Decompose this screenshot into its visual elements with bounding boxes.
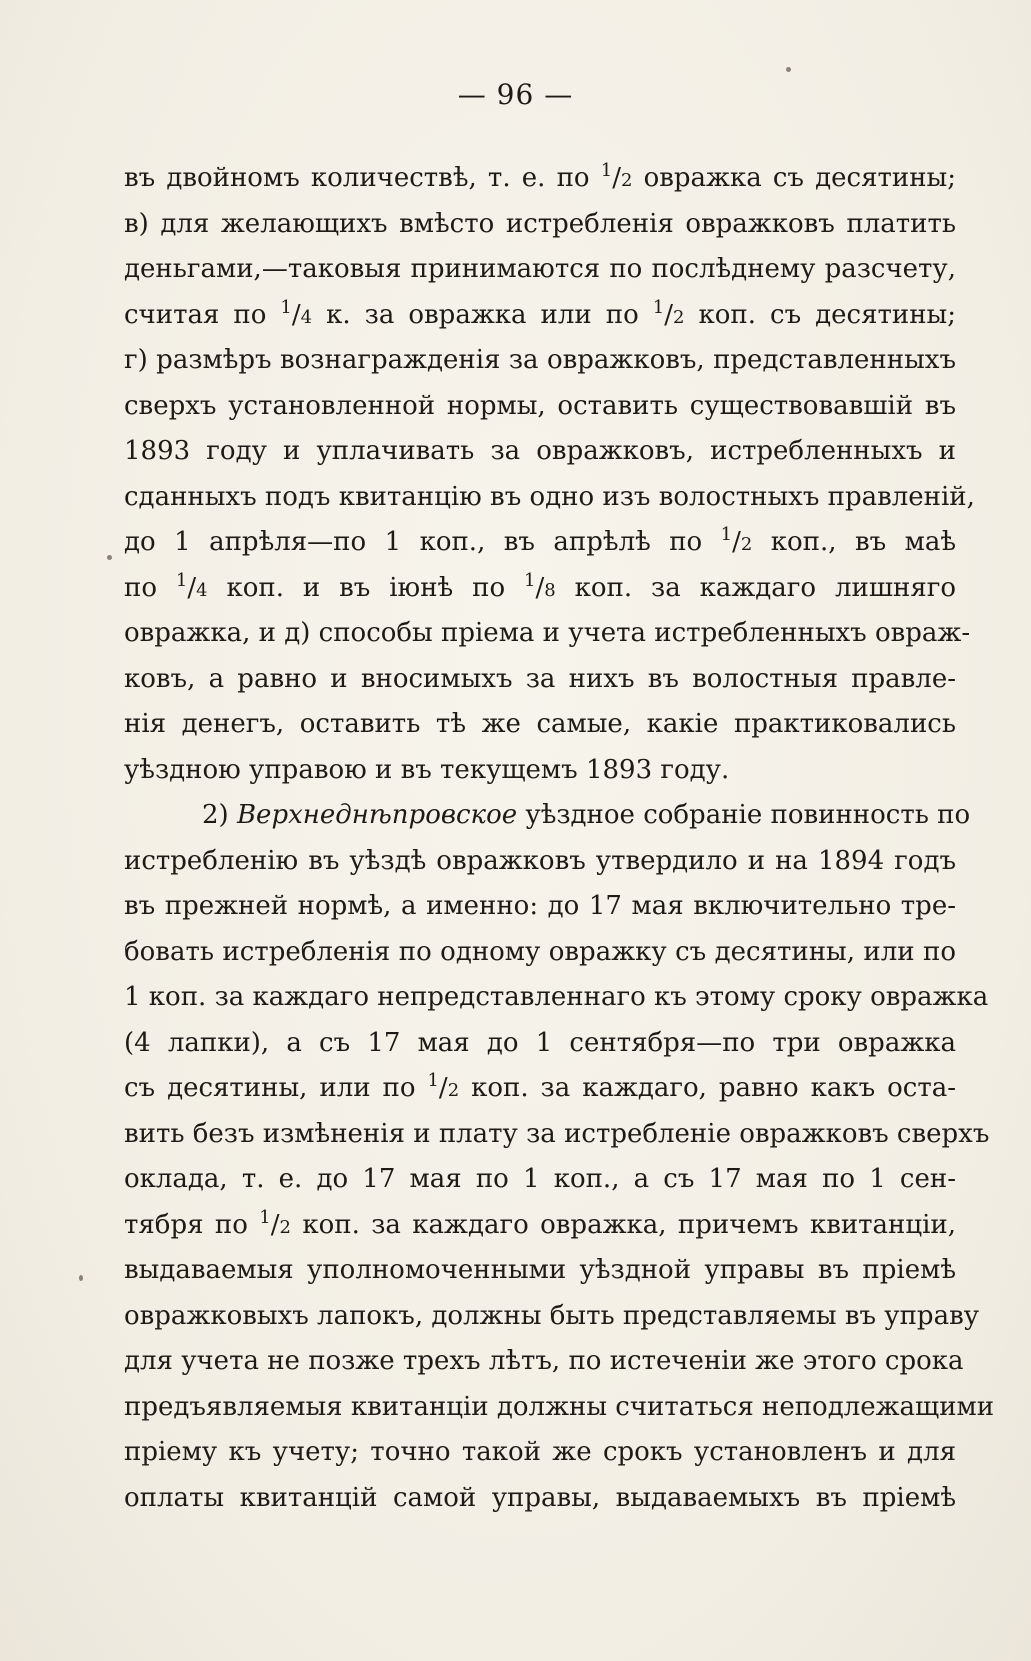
fraction-slash: / <box>612 163 621 193</box>
text-line: 1893 году и уплачивать за овражковъ, истребленныхъ и <box>124 436 956 466</box>
text-line: ковъ, а равно и вносимыхъ за нихъ въ волостныя правле- <box>124 663 956 694</box>
fraction-numerator: 1 <box>524 569 536 591</box>
paper-speck <box>79 1275 83 1281</box>
text-line: 1 коп. за каждаго непредставленнаго къ этому сроку овражка <box>124 982 989 1012</box>
fraction-slash: / <box>270 1209 280 1240</box>
fraction-denominator: 4 <box>300 306 313 328</box>
text-line: сданныхъ подъ квитанцію въ одно изъ волостныхъ правленій, <box>124 481 975 512</box>
fraction-numerator: 1 <box>259 1206 271 1228</box>
fraction-slash: / <box>438 1073 448 1103</box>
text-line: уѣздною управою и въ текущемъ 1893 году. <box>124 754 730 785</box>
fraction-numerator: 1 <box>175 569 188 591</box>
fraction-denominator: 2 <box>447 1080 460 1101</box>
fraction-denominator: 2 <box>620 170 633 191</box>
fraction-denominator: 2 <box>740 534 753 555</box>
text-line: бовать истребленія по одному овражку съ десятины, или по <box>124 936 956 967</box>
text-line: г) размѣръ вознагражденія за овражковъ, представленныхъ <box>124 345 956 375</box>
text-line: пріему къ учету; точно такой же срокъ установленъ и для <box>124 1437 956 1467</box>
fraction-denominator: 8 <box>544 579 556 601</box>
text-line: выдаваемыя уполномоченными уѣздной управы въ пріемѣ <box>124 1255 956 1285</box>
text-line: (4 лапки), а съ 17 мая до 1 сентября—по три овражка <box>124 1027 956 1058</box>
text-line: тября по $^1$/2 коп. за каждаго овражка, причемъ квитанціи, <box>124 1206 957 1240</box>
page-number: — 96 — <box>457 78 574 111</box>
fraction-slash: / <box>664 299 673 330</box>
fraction-numerator: 1 <box>427 1070 439 1091</box>
text-line: съ десятины, или по $^1$/2 коп. за каждаго, равно какъ оста- <box>124 1070 956 1103</box>
fraction-numerator: 1 <box>652 296 665 318</box>
fraction-numerator: 1 <box>720 524 733 545</box>
text-line: нія денегъ, оставить тѣ же самые, какіе практиковались <box>124 709 956 739</box>
fraction-numerator: 1 <box>600 160 613 181</box>
fraction-slash: / <box>291 299 301 330</box>
text-line: овражка, и д) способы пріема и учета истребленныхъ овраж- <box>124 618 971 648</box>
paper-speck <box>786 67 791 72</box>
text-line: считая по $^1$/4 к. за овражка или по $^1$/2 коп. съ десятины; <box>124 296 956 330</box>
text-line: въ прежней нормѣ, а именно: до 17 мая включительно тре- <box>124 891 956 921</box>
body-text <box>124 156 995 1521</box>
district-name: Верхнеднѣпровское <box>236 800 518 830</box>
fraction-denominator: 4 <box>196 579 208 601</box>
text-line: вить безъ измѣненія и плату за истребленіе овражковъ сверхъ <box>124 1118 990 1149</box>
text-line: сверхъ установленной нормы, оставить существовавшій въ <box>124 390 956 421</box>
fraction-slash: / <box>187 572 197 603</box>
fraction-numerator: 1 <box>280 296 292 318</box>
text-line: для учета не позже трехъ лѣтъ, по истеченіи же этого срока <box>124 1346 964 1376</box>
text-line: въ двойномъ количествѣ, т. е. по $^1$/2 овражка съ десятины; <box>124 160 957 193</box>
text-line: в) для желающихъ вмѣсто истребленія овражковъ платить <box>124 208 956 239</box>
paper-speck <box>107 555 112 560</box>
text-line: овражковыхъ лапокъ, должны быть представляемы въ управу <box>124 1300 980 1331</box>
fraction-slash: / <box>732 527 741 557</box>
fraction-denominator: 2 <box>672 306 685 328</box>
text-line: деньгами,—таковыя принимаются по послѣднему разсчету, <box>124 254 956 284</box>
text-line: по $^1$/4 коп. и въ іюнѣ по $^1$/8 коп. за каждаго лишняго <box>124 569 956 603</box>
fraction-slash: / <box>535 572 545 603</box>
text-line: истребленію въ уѣздѣ овражковъ утвердило и на 1894 годъ <box>124 845 956 876</box>
text-line: предъявляемыя квитанціи должны считаться неподлежащими <box>124 1391 995 1422</box>
fraction-denominator: 2 <box>279 1216 291 1238</box>
text-line: до 1 апрѣля—по 1 коп., въ апрѣлѣ по $^1$/2 коп., въ маѣ <box>124 524 956 557</box>
text-line: оклада, т. е. до 17 мая по 1 коп., а съ 17 мая по 1 сен- <box>124 1164 956 1194</box>
text-line: оплаты квитанцій самой управы, выдаваемыхъ въ пріемѣ <box>124 1482 956 1513</box>
paragraph-start-line: 2) Верхнеднѣпровское уѣздное собраніе повинность по <box>202 800 971 830</box>
